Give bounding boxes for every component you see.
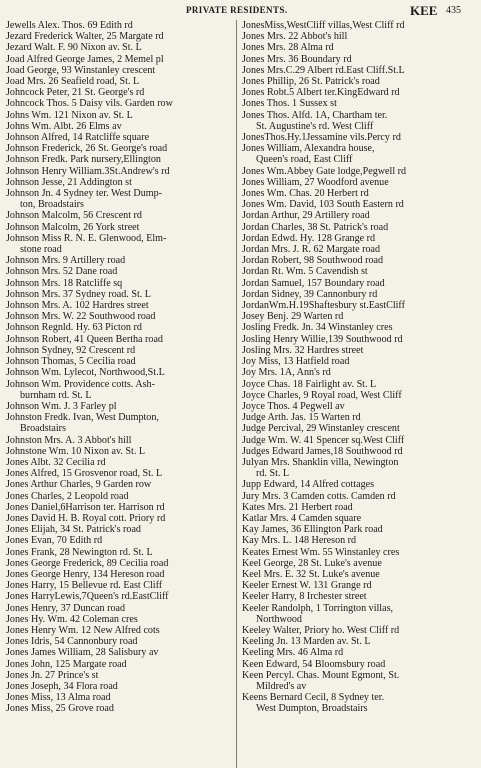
entry-text: Joyce Charles, 9 Royal road, West Cliff [242, 389, 402, 401]
directory-entry [6, 692, 234, 703]
entry-text: Keeler Ernest W. 131 Grange rd [242, 580, 372, 592]
entry-text: Jordan Mrs. J. R. 62 Margate road [242, 244, 381, 256]
directory-entry [6, 614, 234, 625]
directory-entry [242, 524, 477, 535]
entry-text: Jones Alfred, 15 Grosvenor road, St. L [6, 468, 163, 480]
directory-entry [6, 278, 234, 289]
entry-text: Johnson Fredk. Park nursery,Ellington [6, 154, 161, 166]
directory-entry [6, 625, 234, 636]
entry-text: Johnson Sydney, 92 Crescent rd [6, 344, 136, 356]
directory-entry [242, 31, 477, 42]
directory-entry [242, 278, 477, 289]
directory-entry [242, 210, 477, 221]
entry-text: Johnson Mrs. 18 Ratcliffe sq [6, 277, 123, 289]
entry-text: Joad Mrs. 26 Seafield road, St. L [6, 76, 140, 88]
directory-entry [6, 502, 234, 513]
directory-entry [242, 502, 477, 513]
directory-entry [242, 54, 477, 65]
entry-text: Johncock Peter, 21 St. George's rd [6, 87, 145, 99]
directory-entry [242, 401, 477, 412]
entry-text: Jones Henry, 37 Duncan road [6, 602, 126, 614]
directory-entry [6, 356, 234, 367]
directory-entry [242, 636, 477, 647]
entry-text: Johnson Malcolm, 26 York street [6, 221, 140, 233]
directory-entry [6, 210, 234, 221]
directory-entry [6, 311, 234, 322]
entry-text: Jones Albt. 32 Cecilia rd [6, 456, 106, 468]
entry-text: Josey Benj. 29 Warten rd [242, 311, 344, 323]
directory-entry [6, 659, 234, 670]
directory-entry [6, 401, 234, 412]
entry-text: Johnson Miss R. N. E. Glenwood, Elm- [6, 232, 167, 244]
entry-text: Keeler Harry, 8 Irchester street [242, 591, 367, 603]
directory-entry [6, 703, 234, 714]
entry-continuation: West Dumpton, Broadstairs [256, 703, 368, 715]
directory-entry [6, 154, 234, 165]
directory-entry [242, 603, 477, 625]
directory-entry [242, 513, 477, 524]
directory-entry [242, 692, 477, 714]
entry-text: Jones Joseph, 34 Flora road [6, 680, 118, 692]
entry-text: Johnston Fredk. Ivan, West Dumpton, [6, 412, 159, 424]
directory-entry [242, 670, 477, 692]
entry-text: Keens Bernard Cecil, 8 Sydney ter. [242, 692, 385, 704]
entry-text: Jezard Walt. F. 90 Nixon av. St. L [6, 42, 142, 54]
entry-text: Jones Charles, 2 Leopold road [6, 490, 129, 502]
directory-entry [6, 435, 234, 446]
directory-entry [6, 479, 234, 490]
entry-text: Jones James William, 28 Salisbury av [6, 647, 159, 659]
page-number: 435 [446, 5, 461, 16]
directory-entry [242, 558, 477, 569]
entry-text: Jury Mrs. 3 Camden cotts. Camden rd [242, 490, 396, 502]
entry-text: Jones Frank, 28 Newington rd. St. L [6, 546, 153, 558]
directory-entry [242, 65, 477, 76]
entry-text: Johnson Mrs. A. 102 Hardres street [6, 300, 149, 312]
directory-entry [242, 647, 477, 658]
directory-entry [6, 177, 234, 188]
entry-text: Jones Mrs. 22 Abbot's hill [242, 31, 348, 43]
directory-entry [242, 266, 477, 277]
directory-entry [242, 188, 477, 199]
entry-text: Katlar Mrs. 4 Camden square [242, 512, 362, 524]
entry-text: Joad George, 93 Winstanley crescent [6, 64, 156, 76]
entry-text: Johnson Mrs. 9 Artillery road [6, 255, 126, 267]
directory-entry [242, 345, 477, 356]
entry-text: Judge Percival, 29 Winstanley crescent [242, 423, 400, 435]
directory-entry [242, 367, 477, 378]
entry-text: Jupp Edward, 14 Alfred cottages [242, 479, 375, 491]
directory-entry [242, 580, 477, 591]
directory-entry [242, 110, 477, 132]
column-divider [236, 20, 237, 768]
directory-entry [242, 311, 477, 322]
entry-text: JonesThos.Hy.1Jessamine vils.Percy rd [242, 132, 401, 144]
entry-text: Johnson Wm. Providence cotts. Ash- [6, 378, 155, 390]
directory-entry [6, 76, 234, 87]
entry-continuation: ton, Broadstairs [20, 199, 84, 211]
directory-entry [242, 76, 477, 87]
directory-entry [6, 603, 234, 614]
directory-entry [6, 647, 234, 658]
directory-entry [6, 535, 234, 546]
directory-entry [6, 322, 234, 333]
directory-entry [242, 166, 477, 177]
directory-entry [242, 435, 477, 446]
entry-text: Johnson Mrs. 37 Sydney road. St. L [6, 288, 151, 300]
entry-text: Julyan Mrs. Shanklin villa, Newington [242, 456, 399, 468]
catchword: KEE [410, 3, 438, 18]
entry-text: Johnston Mrs. A. 3 Abbot's hill [6, 434, 132, 446]
entry-text: Johnson Regnld. Hy. 63 Picton rd [6, 322, 142, 334]
entry-text: Jones Miss, 25 Grove road [6, 703, 114, 715]
entry-text: Jones Thos. Alfd. 1A, Chartham ter. [242, 109, 388, 121]
directory-entry [6, 132, 234, 143]
entry-continuation: Northwood [256, 613, 302, 625]
directory-entry [6, 42, 234, 53]
directory-entry [242, 547, 477, 558]
directory-entry [6, 591, 234, 602]
entry-text: Jones Mrs.C.29 Albert rd.East Cliff.St.L [242, 64, 405, 76]
directory-entry [6, 367, 234, 378]
directory-entry [242, 143, 477, 165]
directory-entry [242, 379, 477, 390]
entry-text: Joad Alfred George James, 2 Memel pl [6, 53, 164, 65]
directory-entry [6, 31, 234, 42]
directory-entry [6, 266, 234, 277]
entry-text: Jordan Samuel, 157 Boundary road [242, 277, 385, 289]
entry-text: Kates Mrs. 21 Herbert road [242, 501, 353, 513]
directory-entry [6, 143, 234, 154]
entry-text: Johnson Jesse, 21 Addington st [6, 176, 132, 188]
directory-entry [6, 569, 234, 580]
entry-text: Jones Harry, 15 Bellevue rd. East Cliff [6, 580, 163, 592]
entry-text: Johnson Wm. Lylecot, Northwood,St.L [6, 367, 165, 379]
entry-text: Kay Mrs. L. 148 Hereson rd [242, 535, 357, 547]
entry-text: Joy Miss, 13 Hatfield road [242, 356, 350, 368]
directory-entry [242, 535, 477, 546]
entry-text: Jordan Rt. Wm. 5 Cavendish st [242, 266, 368, 278]
entry-text: Jones Thos. 1 Sussex st [242, 98, 337, 110]
directory-entry [242, 255, 477, 266]
entry-continuation: Broadstairs [20, 423, 66, 435]
directory-entry [242, 132, 477, 143]
entry-text: Judge Wm. W. 41 Spencer sq.West Cliff [242, 434, 405, 446]
directory-entry [242, 412, 477, 423]
entry-text: Johnson Mrs. W. 22 Southwood road [6, 311, 156, 323]
directory-entry [242, 390, 477, 401]
entry-text: Jones David H. B. Royal cott. Priory rd [6, 512, 166, 524]
directory-entry [6, 300, 234, 311]
directory-entry [6, 166, 234, 177]
directory-entry [242, 659, 477, 670]
directory-entry [242, 98, 477, 109]
directory-entry [242, 177, 477, 188]
entry-text: Jones Wm. Chas. 20 Herbert rd [242, 188, 369, 200]
entry-text: Judge Arth. Jas. 15 Warten rd [242, 412, 361, 424]
entry-continuation: St. Augustine's rd. West Cliff [256, 120, 374, 132]
directory-entry [242, 289, 477, 300]
entry-text: Jones Hy. Wm. 42 Coleman cres [6, 613, 138, 625]
directory-entry [6, 110, 234, 121]
directory-entry [242, 423, 477, 434]
directory-entry [6, 379, 234, 401]
entry-text: Jones George Henry, 134 Hereson road [6, 568, 165, 580]
directory-entry [242, 199, 477, 210]
directory-entry [6, 345, 234, 356]
directory-entry [6, 54, 234, 65]
directory-entry [242, 87, 477, 98]
entry-text: Jordan Sidney, 39 Cannonbury rd [242, 288, 378, 300]
entry-text: Jones Arthur Charles, 9 Garden row [6, 479, 152, 491]
entry-text: Johns Wm. Albt. 26 Elms av [6, 120, 122, 132]
entry-text: Joyce Chas. 18 Fairlight av. St. L [242, 378, 377, 390]
directory-entry [6, 289, 234, 300]
directory-entry [242, 591, 477, 602]
entry-continuation: stone road [20, 244, 62, 256]
entry-text: Keel George, 28 St. Luke's avenue [242, 557, 382, 569]
entry-text: Judges Edward James,18 Southwood rd [242, 445, 403, 457]
directory-entry [242, 446, 477, 457]
entry-text: JonesMiss,WestCliff villas,West Cliff rd [242, 20, 405, 31]
entry-text: Josling Henry Willie,139 Southwood rd [242, 333, 403, 345]
entry-text: Jones Wm.Abbey Gate lodge,Pegwell rd [242, 165, 407, 177]
directory-entry [6, 468, 234, 479]
directory-entry [242, 479, 477, 490]
directory-entry [6, 255, 234, 266]
directory-entry [6, 580, 234, 591]
entry-continuation: Mildred's av [256, 680, 307, 692]
directory-entry [6, 233, 234, 255]
entry-text: Jordan Edwd. Hy. 128 Grange rd [242, 232, 376, 244]
directory-entry [6, 547, 234, 558]
directory-entry [6, 65, 234, 76]
entry-text: Joyce Thos. 4 Pegwell av [242, 400, 345, 412]
directory-entry [242, 244, 477, 255]
directory-entry [6, 670, 234, 681]
entry-text: Jones Idris, 54 Cannonbury road [6, 636, 138, 648]
directory-entry [6, 446, 234, 457]
entry-text: Keates Ernest Wm. 55 Winstanley cres [242, 546, 400, 558]
entry-text: Jordan Charles, 38 St. Patrick's road [242, 221, 389, 233]
entry-text: Jones John, 125 Margate road [6, 658, 127, 670]
directory-entry [6, 188, 234, 210]
directory-entry [6, 334, 234, 345]
left-column [6, 20, 234, 715]
directory-entry [6, 412, 234, 434]
entry-text: Johnson Thomas, 5 Cecilia road [6, 356, 136, 368]
directory-entry [242, 491, 477, 502]
directory-entry [6, 98, 234, 109]
entry-text: Keen Edward, 54 Bloomsbury road [242, 658, 386, 670]
entry-text: Jordan Robert, 98 Southwood road [242, 255, 384, 267]
directory-entry [242, 334, 477, 345]
entry-text: Josling Mrs. 32 Hardres street [242, 344, 364, 356]
entry-text: Johnson Mrs. 52 Dane road [6, 266, 118, 278]
directory-entry [6, 681, 234, 692]
entry-text: Johnstone Wm. 10 Nixon av. St. L [6, 445, 146, 457]
entry-text: Jones George Frederick, 89 Cecilia road [6, 557, 169, 569]
directory-entry [6, 513, 234, 524]
directory-entry [6, 558, 234, 569]
right-column [242, 20, 477, 715]
entry-text: Jewells Alex. Thos. 69 Edith rd [6, 20, 133, 31]
entry-text: Johns Wm. 121 Nixon av. St. L [6, 109, 133, 121]
directory-entry [6, 491, 234, 502]
entry-text: Jones Jn. 27 Prince's st [6, 669, 99, 681]
entry-text: Jones Miss, 13 Alma road [6, 692, 111, 704]
entry-text: Keeling Mrs. 46 Alma rd [242, 647, 344, 659]
directory-entry [242, 20, 477, 31]
entry-text: Jones Mrs. 28 Alma rd [242, 42, 334, 54]
directory-entry [6, 20, 234, 31]
entry-text: Jones William, 27 Woodford avenue [242, 176, 389, 188]
entry-text: Johnson Robert, 41 Queen Bertha road [6, 333, 163, 345]
entry-text: Johnson Malcolm, 56 Crescent rd [6, 210, 142, 222]
directory-entry [6, 457, 234, 468]
directory-entry [6, 636, 234, 647]
entry-text: Jordan Arthur, 29 Artillery road [242, 210, 370, 222]
entry-text: Joy Mrs. 1A, Ann's rd [242, 367, 331, 379]
entry-text: Keen Percyl. Chas. Mount Egmont, St. [242, 669, 400, 681]
entry-text: Josling Fredk. Jn. 34 Winstanley cres [242, 322, 393, 334]
entry-text: Jones Evan, 70 Edith rd [6, 535, 103, 547]
entry-text: Keeling Jn. 13 Marden av. St. L [242, 636, 371, 648]
directory-entry [6, 87, 234, 98]
entry-text: Jones William, Alexandra house, [242, 143, 375, 155]
running-title: PRIVATE RESIDENTS. [186, 5, 288, 15]
entry-text: JordanWm.H.19Shaftesbury st.EastCliff [242, 300, 405, 312]
directory-entry [242, 42, 477, 53]
entry-text: Jones Phillip, 26 St. Patrick's road [242, 76, 380, 88]
directory-entry [242, 222, 477, 233]
page-header [0, 3, 481, 19]
entry-text: Johnson Frederick, 26 St. George's road [6, 143, 168, 155]
entry-text: Jezard Frederick Walter, 25 Margate rd [6, 31, 164, 43]
entry-text: Jones Daniel,6Harrison ter. Harrison rd [6, 501, 165, 513]
entry-text: Jones Henry Wm. 12 New Alfred cots [6, 624, 160, 636]
entry-text: Jones Wm. David, 103 South Eastern rd [242, 199, 404, 211]
directory-entry [242, 457, 477, 479]
directory-entry [6, 524, 234, 535]
entry-text: Johnson Wm. J. 3 Farley pl [6, 400, 117, 412]
entry-continuation: rd. St. L [256, 468, 290, 480]
entry-text: Johnson Jn. 4 Sydney ter. West Dump- [6, 188, 163, 200]
entry-text: Jones Mrs. 36 Boundary rd [242, 53, 352, 65]
directory-entry [242, 300, 477, 311]
entry-text: Jones Robt.5 Albert ter.KingEdward rd [242, 87, 400, 99]
directory-entry [6, 222, 234, 233]
entry-text: Keel Mrs. E. 32 St. Luke's avenue [242, 568, 380, 580]
entry-continuation: Queen's road, East Cliff [256, 154, 353, 166]
entry-continuation: burnham rd. St. L [20, 389, 92, 401]
entry-text: Jones Elijah, 34 St. Patrick's road [6, 524, 141, 536]
directory-entry [242, 569, 477, 580]
entry-text: Keeley Walter, Priory ho. West Cliff rd [242, 624, 400, 636]
entry-text: Johncock Thos. 5 Daisy vils. Garden row [6, 98, 173, 110]
entry-text: Johnson Henry William.3St.Andrew's rd [6, 165, 170, 177]
entry-text: Kay James, 36 Ellington Park road [242, 524, 383, 536]
directory-entry [242, 625, 477, 636]
directory-entry [242, 233, 477, 244]
directory-entry [242, 356, 477, 367]
directory-entry [242, 322, 477, 333]
entry-text: Johnson Alfred, 14 Ratcliffe square [6, 132, 150, 144]
entry-text: Jones HarryLewis,7Queen's rd.EastCliff [6, 591, 169, 603]
directory-entry [6, 121, 234, 132]
entry-text: Keeler Randolph, 1 Torrington villas, [242, 602, 394, 614]
